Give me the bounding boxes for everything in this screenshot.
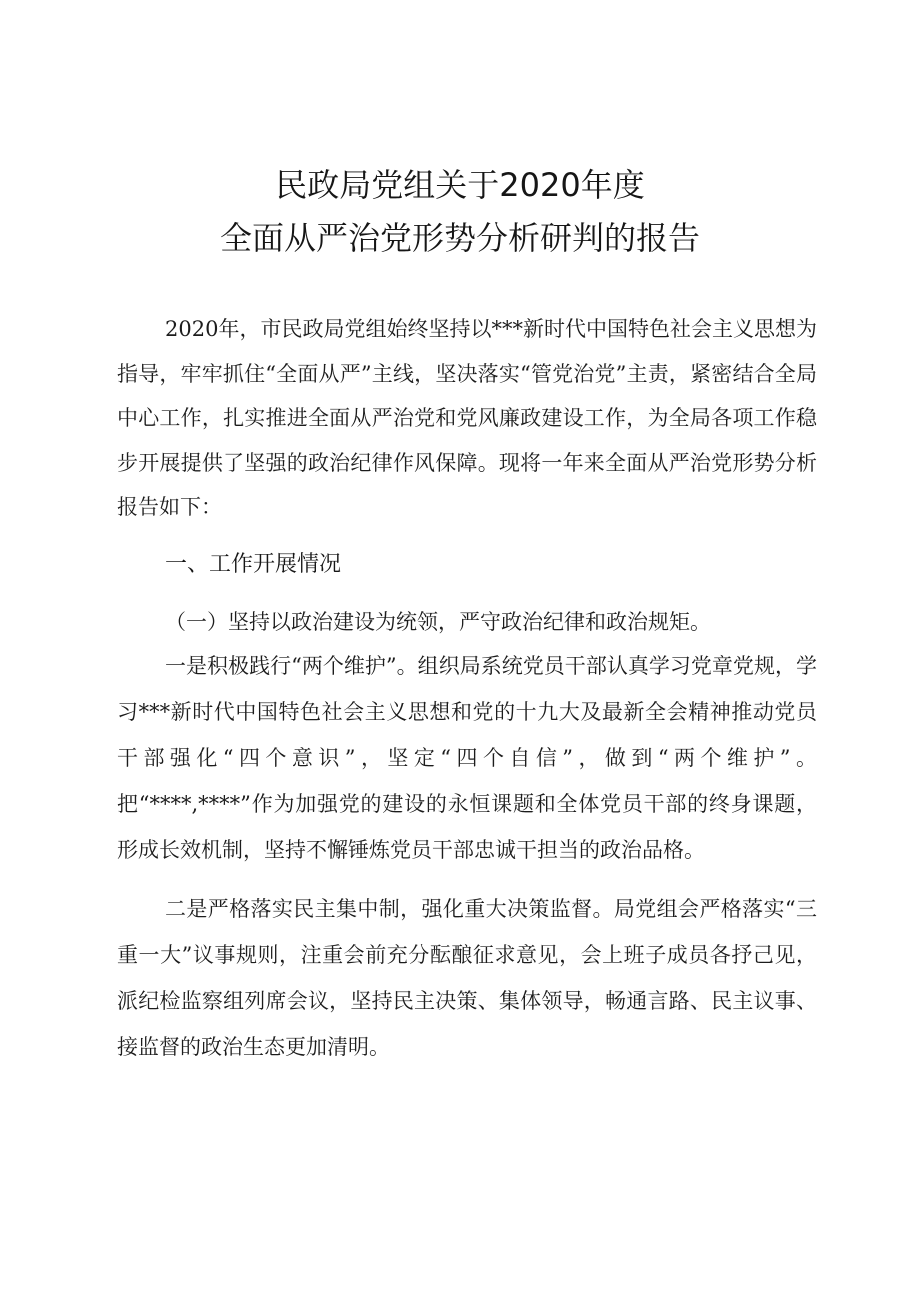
section-heading-work-status: 一、工作开展情况 — [165, 552, 342, 577]
document-title-line2: 全面从严治党形势分析研判的报告 — [219, 219, 700, 257]
paragraph-democratic-centralism: 二是严格落实民主集中制，强化重大决策监督。局党组会严格落实“三重一大”议事规则，注重会前充分酝酿征求意见，会上班子成员各抒己见，派纪检监察组列席会议，坚持民主决策、集体领导，畅通言路、民主议事、接监督的政治生态更加清明。 — [117, 897, 817, 1059]
document-title-line1: 民政局党组关于2020年度 — [275, 166, 645, 204]
intro-paragraph: 2020年，市民政局党组始终坚持以***新时代中国特色社会主义思想为指导，牢牢抓住“全面从严”主线，坚决落实“管党治党”主责，紧密结合全局中心工作，扎实推进全面从严治党和党风廉政建设工作，为全局各项工作稳步开展提供了坚强的政治纪律作风保障。现将一年来全面从严治党形势分析报告如下： — [117, 317, 817, 519]
subsection-heading-political-building: （一）坚持以政治建设为统领，严守政治纪律和政治规矩。 — [165, 610, 711, 634]
paragraph-two-safeguards: 一是积极践行“两个维护”。组织局系统党员干部认真学习党章党规，学习***新时代中国特色社会主义思想和党的十九大及最新全会精神推动党员干部强化“四个意识”，坚定“四个自信”，做到“两个维护”。把“****,****”作为加强党的建设的永恒课题和全体党员干部的终身课题，形成长效机制，坚持不懈锤炼党员干部忠诚干担当的政治品格。 — [117, 654, 817, 862]
